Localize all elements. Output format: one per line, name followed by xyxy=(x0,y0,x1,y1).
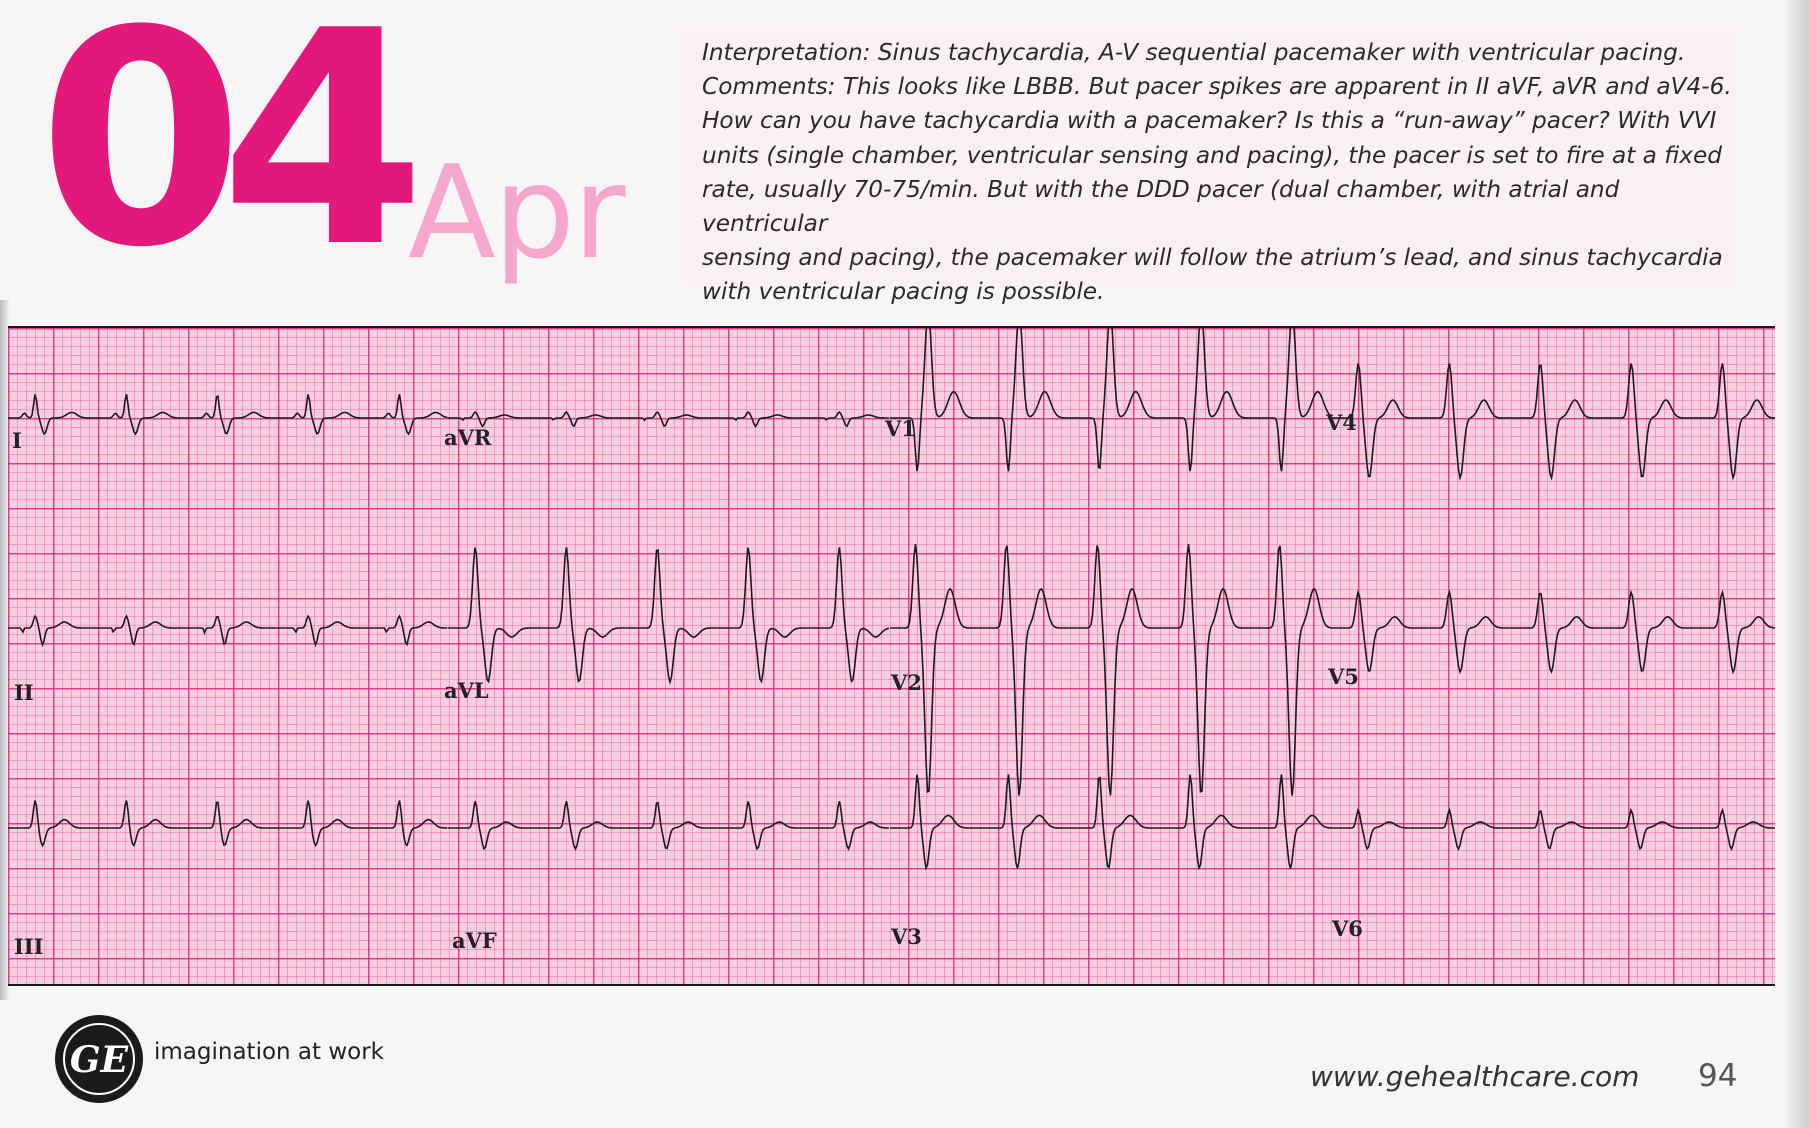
ge-logo-text: GE xyxy=(69,1039,129,1081)
ecg-trace-row2-seg2 xyxy=(448,547,889,682)
lead-label-v1: V1 xyxy=(885,416,916,441)
ecg-trace-row2-seg3 xyxy=(890,544,1331,796)
ecg-strip xyxy=(8,326,1775,986)
interpretation-text: Interpretation: Sinus tachycardia, A-V sequential pacemaker with ventricular pacing. Comments: This looks like LBBB. But pacer spikes are apparent in II aVF, aVR and aV4-6. How can you have tachycardia with a pacemaker? Is this a “run-away” pacer? With VVI units (single chamber, ventricular sensing and pacing), the pacer is set to fire at a fixed rate, usually 70-75/min. But with the DDD pacer (dual chamber, with atrial and ventricular sensing and pacing), the pacemaker will follow the atrium’s lead, and sinus tachycardia with ventricular pacing is possible. xyxy=(702,39,1732,306)
ecg-trace-row1-seg1 xyxy=(8,394,448,434)
lead-label-v2: V2 xyxy=(891,670,922,695)
lead-label-v4: V4 xyxy=(1326,410,1357,435)
lead-label-v6: V6 xyxy=(1332,916,1363,941)
ecg-trace-row2-seg1 xyxy=(8,616,448,645)
lead-label-avl: aVL xyxy=(444,678,489,703)
ecg-trace-row1-seg3 xyxy=(890,328,1331,471)
ecg-trace-row2-seg4 xyxy=(1331,592,1775,672)
ecg-trace-row3-seg1 xyxy=(8,801,448,846)
ecg-trace-row3-seg4 xyxy=(1331,810,1775,849)
ge-logo xyxy=(53,1013,145,1105)
lead-label-v5: V5 xyxy=(1328,664,1359,689)
website-link[interactable]: www.gehealthcare.com xyxy=(1310,1060,1640,1093)
tagline: imagination at work xyxy=(154,1039,384,1065)
date-month: Apr xyxy=(408,139,624,288)
ecg-trace-row3-seg2 xyxy=(448,801,889,849)
lead-label-i: I xyxy=(12,428,22,453)
lead-label-v3: V3 xyxy=(891,924,922,949)
lead-label-iii: III xyxy=(14,934,44,959)
page-number: 94 xyxy=(1698,1058,1738,1094)
lead-label-avf: aVF xyxy=(452,928,497,953)
ecg-trace-row1-seg2 xyxy=(448,412,889,426)
page-edge xyxy=(1787,0,1809,1128)
ecg-trace-row1-seg4 xyxy=(1331,363,1775,477)
date-day: 04 xyxy=(38,0,402,312)
lead-label-ii: II xyxy=(14,680,34,705)
lead-label-avr: aVR xyxy=(444,425,492,450)
